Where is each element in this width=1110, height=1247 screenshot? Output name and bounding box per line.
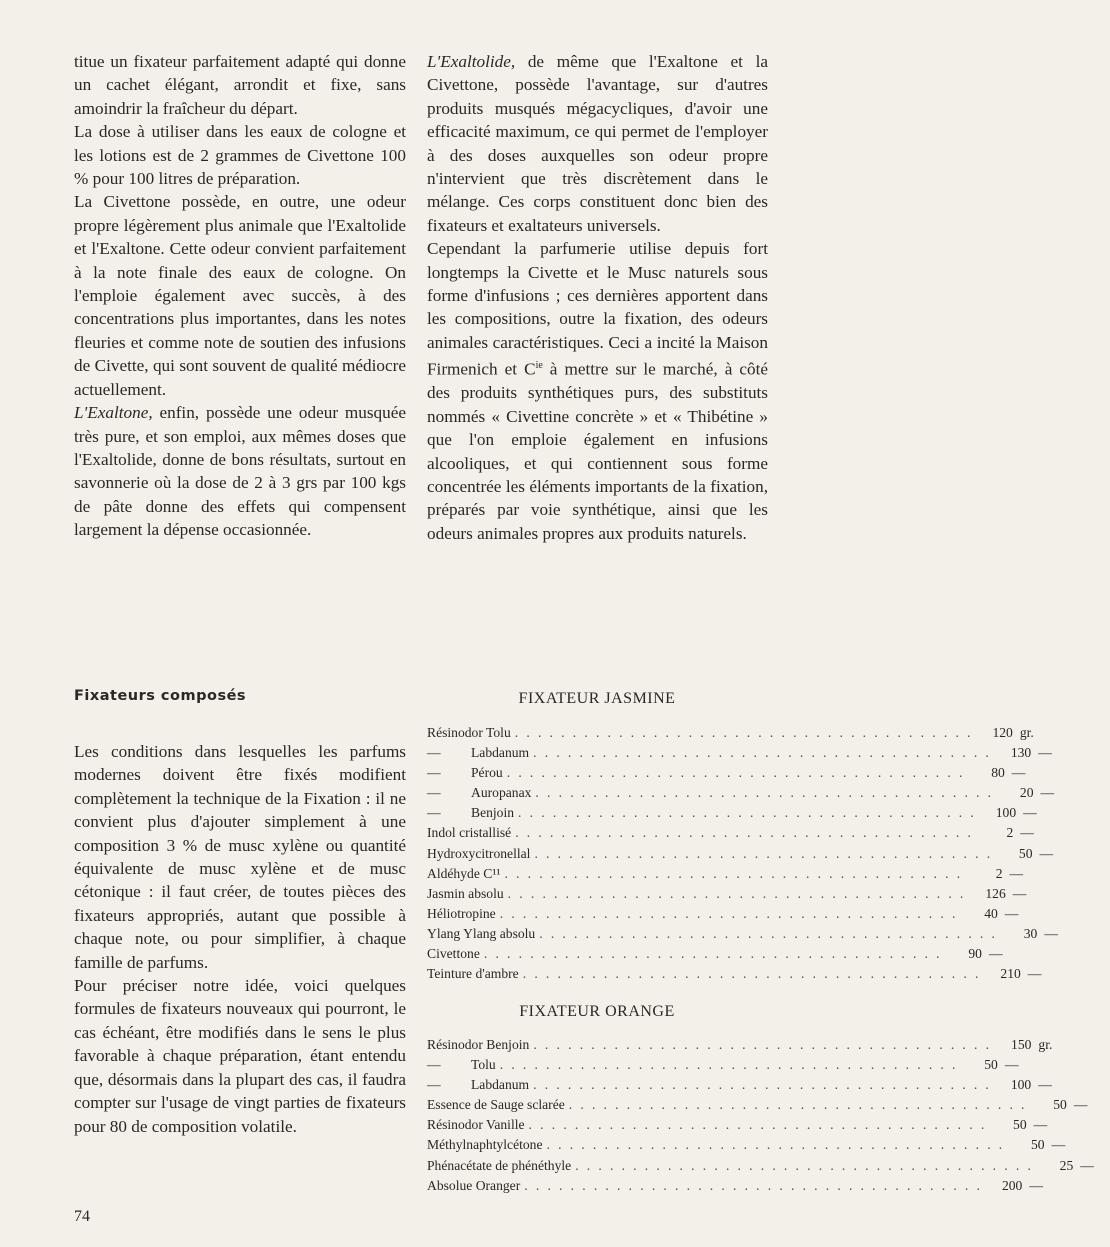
ingredient-quantity: 20: [1019, 785, 1034, 801]
leader-dots: . . . . . . . . . . . . . . . . . . . . . . . . . . . . . . . . . . . . . . . .: [524, 1177, 983, 1193]
recipe-row: [427, 1157, 1094, 1178]
ingredient-unit: —: [1029, 1177, 1043, 1193]
ingredient-name: Teinture d'ambre: [427, 966, 519, 982]
ingredient-name: Hydroxycitronellal: [427, 845, 531, 861]
ingredient-name: Indol cristallisé: [427, 825, 512, 841]
recipe-row: [427, 845, 1054, 866]
leader-dots: . . . . . . . . . . . . . . . . . . . . . . . . . . . . . . . . . . . . . . . .: [506, 765, 965, 781]
ingredient-quantity: 90: [968, 946, 982, 962]
paragraph: titue un fixateur parfaitement adapté qui donne un cachet élégant, arrondit et fixe, sans amoindrir la fraîcheur du départ.: [74, 52, 406, 118]
paragraph-exaltone: [74, 401, 406, 541]
ingredient-name: — Pérou: [427, 765, 503, 781]
ingredient-quantity: 130: [1010, 745, 1032, 761]
leader-dots: . . . . . . . . . . . . . . . . . . . . . . . . . . . . . . . . . . . . . . . .: [575, 1157, 1034, 1173]
recipe-row: [427, 905, 1019, 926]
recipe-row: [427, 765, 1026, 785]
ingredient-quantity: 120: [992, 725, 1013, 740]
leader-dots: . . . . . . . . . . . . . . . . . . . . . . . . . . . . . . . . . . . . . . . .: [518, 805, 977, 821]
ingredient-name: — Labdanum: [427, 1077, 530, 1093]
leader-dots: . . . . . . . . . . . . . . . . . . . . . . . . . . . . . . . . . . . . . . . .: [515, 825, 974, 841]
ingredient-unit: —: [1039, 845, 1054, 861]
recipe-row: [427, 885, 1027, 906]
ingredient-quantity: 2: [995, 865, 1003, 881]
ingredient-unit: —: [1051, 1137, 1066, 1153]
recipe-row: [427, 1137, 1066, 1157]
ingredient-name: — Tolu: [427, 1057, 496, 1073]
leader-dots: . . . . . . . . . . . . . . . . . . . . . . . . . . . . . . . . . . . . . . . .: [483, 946, 942, 962]
ingredient-unit: —: [1073, 1097, 1088, 1113]
ingredient-unit: —: [988, 946, 1003, 962]
ingredient-quantity: 210: [1000, 966, 1021, 982]
ingredient-name: Résinodor Tolu: [427, 725, 511, 740]
ingredient-quantity: 50: [1018, 845, 1033, 861]
ingredient-quantity: 100: [1010, 1077, 1032, 1093]
right-column-top: [427, 50, 768, 545]
ingredient-unit: gr.: [1038, 1037, 1053, 1052]
paragraph: La dose à utiliser dans les eaux de cologne et les lotions est de 2 grammes de Civettone 100 % pour 100 litres de préparation.: [74, 122, 406, 189]
paragraph-firmenich: [427, 237, 768, 545]
superscript: ie: [535, 360, 543, 372]
recipe-row: [427, 865, 1024, 886]
recipe-row: [427, 925, 1058, 946]
leader-dots: . . . . . . . . . . . . . . . . . . . . . . . . . . . . . . . . . . . . . . . .: [533, 1077, 992, 1093]
recipe-row: [427, 1177, 1043, 1198]
leader-dots: . . . . . . . . . . . . . . . . . . . . . . . . . . . . . . . . . . . . . . . .: [533, 745, 992, 761]
ingredient-unit: —: [1011, 765, 1026, 781]
ingredient-unit: —: [1004, 1057, 1019, 1073]
paragraph-text: enfin, possède une odeur musquée très pure, et son emploi, aux mêmes doses que l'Exaltolide, donne de bons résultats, surtout en savonnerie où la dose de 2 à 3 grs par 100 kgs de pâte donne des effets qui compensent largement la dépense occasionnée.: [74, 403, 406, 540]
recipe-row: [427, 805, 1037, 825]
ingredient-name: Résinodor Vanille: [427, 1117, 525, 1133]
ingredient-quantity: 2: [1006, 825, 1014, 841]
left-column-top: [74, 50, 406, 542]
ingredient-quantity: 150: [1011, 1037, 1032, 1052]
recipe-row: [427, 966, 1042, 986]
recipe-row: [427, 946, 1003, 966]
recipe-row: [427, 745, 1052, 765]
paragraph: Pour préciser notre idée, voici quelques formules de fixateurs nouveaux qui pourront, le cas échéant, être modifiés dans le sens le plus favorable à chaque préparation, étant entendu que, désormais dans la plupart des cas, il faudra compter sur l'usage de vingt parties de fixateurs pour 80 de composition volatile.: [74, 976, 406, 1136]
ingredient-quantity: 50: [984, 1057, 998, 1073]
recipe-row: [427, 1037, 1053, 1057]
product-name: L'Exaltone,: [74, 403, 153, 423]
ingredient-name: Civettone: [427, 946, 480, 962]
product-name: L'Exaltolide,: [427, 52, 516, 71]
recipe-row: [427, 785, 1055, 805]
recipe-title-jasmine: FIXATEUR JASMINE: [518, 690, 676, 707]
ingredient-name: — Benjoin: [427, 805, 515, 821]
ingredient-quantity: 40: [984, 905, 998, 921]
recipe-row: [427, 725, 1034, 745]
ingredient-quantity: 126: [985, 885, 1006, 901]
leader-dots: . . . . . . . . . . . . . . . . . . . . . . . . . . . . . . . . . . . . . . . .: [528, 1117, 987, 1133]
ingredient-unit: —: [1027, 966, 1042, 982]
ingredient-unit: —: [1020, 825, 1034, 841]
ingredient-name: Aldéhyde C¹¹: [427, 865, 501, 881]
ingredient-quantity: 200: [1001, 1177, 1023, 1193]
paragraph-text: de même que l'Exaltone et la Civettone, possède l'avantage, sur d'autres produits musqués mégacycliques, d'avoir une efficacité maximum, ce qui permet de l'employer à des doses auxquelles son odeur propre n'intervient que très discrètement dans le mélange. Ces corps constituent donc bien des fixateurs et exaltateurs universels.: [427, 52, 768, 235]
paragraph: Les conditions dans lesquelles les parfums modernes doivent être fixés modifient complètement la technique de la Fixation : il ne convient plus d'ajouter simplement à une composition 3 % de musc xylène ou quantité équivalente de musc xylène et de musc cétonique : il faut créer, de toutes pièces des fixateurs appropriés, autant que possible à chaque note, ou pour simplifier, à chaque famille de parfums.: [74, 742, 406, 972]
ingredient-name: — Labdanum: [427, 745, 530, 761]
leader-dots: . . . . . . . . . . . . . . . . . . . . . . . . . . . . . . . . . . . . . . . .: [534, 845, 993, 861]
ingredient-name: Phénacétate de phénéthyle: [427, 1157, 572, 1173]
paragraph-exaltolide: [427, 50, 768, 237]
recipe-jasmine: [427, 725, 1058, 986]
leader-dots: . . . . . . . . . . . . . . . . . . . . . . . . . . . . . . . . . . . . . . . .: [514, 725, 973, 740]
ingredient-name: Ylang Ylang absolu: [427, 925, 536, 941]
recipe-row: [427, 1117, 1048, 1137]
ingredient-unit: —: [1009, 865, 1024, 881]
ingredient-quantity: 50: [1053, 1097, 1067, 1113]
ingredient-unit: —: [1023, 805, 1037, 821]
ingredient-unit: —: [1004, 905, 1019, 921]
left-column-bottom: [74, 740, 406, 1138]
ingredient-unit: —: [1038, 745, 1052, 761]
ingredient-name: — Auropanax: [427, 785, 532, 801]
leader-dots: . . . . . . . . . . . . . . . . . . . . . . . . . . . . . . . . . . . . . . . .: [568, 1097, 1027, 1113]
leader-dots: . . . . . . . . . . . . . . . . . . . . . . . . . . . . . . . . . . . . . . . .: [499, 1057, 958, 1073]
ingredient-name: Méthylnaphtylcétone: [427, 1137, 543, 1153]
ingredient-unit: —: [1033, 1117, 1048, 1133]
section-title: Fixateurs composés: [74, 688, 247, 704]
recipe-row: [427, 1077, 1052, 1097]
ingredient-name: Essence de Sauge sclarée: [427, 1097, 565, 1113]
paragraph-text: Cependant la parfumerie utilise depuis fort longtemps la Civette et le Musc naturels sous forme d'infusions ; ces dernières apportent dans les compositions, outre la fixation, des odeurs animales caractéristiques. Ceci a incité la Maison Firmenich et C: [427, 239, 768, 380]
leader-dots: . . . . . . . . . . . . . . . . . . . . . . . . . . . . . . . . . . . . . . . .: [504, 865, 963, 881]
leader-dots: . . . . . . . . . . . . . . . . . . . . . . . . . . . . . . . . . . . . . . . .: [535, 785, 994, 801]
ingredient-unit: gr.: [1019, 725, 1034, 740]
paragraph-text: à mettre sur le marché, à côté des produits synthétiques purs, des substituts nommés « Civettine concrète » et « Thibétine » que l'on emploie également en infusions alcooliques, et qui contiennent sous forme concentrée les éléments importants de la fixation, préparés par voie synthétique, ainsi que les odeurs animales propres aux produits naturels.: [427, 360, 768, 543]
recipe-row: [427, 1057, 1019, 1077]
recipe-title-orange: FIXATEUR ORANGE: [519, 1003, 675, 1020]
ingredient-unit: —: [1080, 1157, 1094, 1173]
ingredient-quantity: 80: [991, 765, 1005, 781]
leader-dots: . . . . . . . . . . . . . . . . . . . . . . . . . . . . . . . . . . . . . . . .: [539, 925, 998, 941]
ingredient-unit: —: [1012, 885, 1027, 901]
ingredient-quantity: 50: [1013, 1117, 1027, 1133]
paragraph: La Civettone possède, en outre, une odeur propre légèrement plus animale que l'Exaltolide et l'Exaltone. Cette odeur convient parfaitement à la note finale des eaux de cologne. On l'emploie également avec succès, à des concentrations plus importantes, dans les notes fleuries et comme note de soutien des infusions de Civette, qui sont souvent de qualité médiocre actuellement.: [74, 192, 406, 399]
ingredient-quantity: 30: [1023, 925, 1038, 941]
ingredient-unit: —: [1038, 1077, 1052, 1093]
ingredient-quantity: 50: [1031, 1137, 1045, 1153]
leader-dots: . . . . . . . . . . . . . . . . . . . . . . . . . . . . . . . . . . . . . . . .: [546, 1137, 1005, 1153]
ingredient-unit: —: [1044, 925, 1058, 941]
ingredient-quantity: 100: [995, 805, 1017, 821]
leader-dots: . . . . . . . . . . . . . . . . . . . . . . . . . . . . . . . . . . . . . . . .: [507, 885, 966, 901]
ingredient-name: Héliotropine: [427, 905, 496, 921]
recipe-row: [427, 1097, 1088, 1117]
leader-dots: . . . . . . . . . . . . . . . . . . . . . . . . . . . . . . . . . . . . . . . .: [499, 905, 958, 921]
recipe-orange: [427, 1037, 1094, 1198]
ingredient-name: Absolue Oranger: [427, 1177, 521, 1193]
leader-dots: . . . . . . . . . . . . . . . . . . . . . . . . . . . . . . . . . . . . . . . .: [533, 1037, 992, 1052]
ingredient-unit: —: [1040, 785, 1055, 801]
leader-dots: . . . . . . . . . . . . . . . . . . . . . . . . . . . . . . . . . . . . . . . .: [522, 966, 981, 982]
page-number: 74: [74, 1208, 90, 1225]
recipe-row: [427, 825, 1034, 845]
ingredient-quantity: 25: [1059, 1157, 1074, 1173]
ingredient-name: Jasmin absolu: [427, 885, 504, 901]
ingredient-name: Résinodor Benjoin: [427, 1037, 530, 1052]
